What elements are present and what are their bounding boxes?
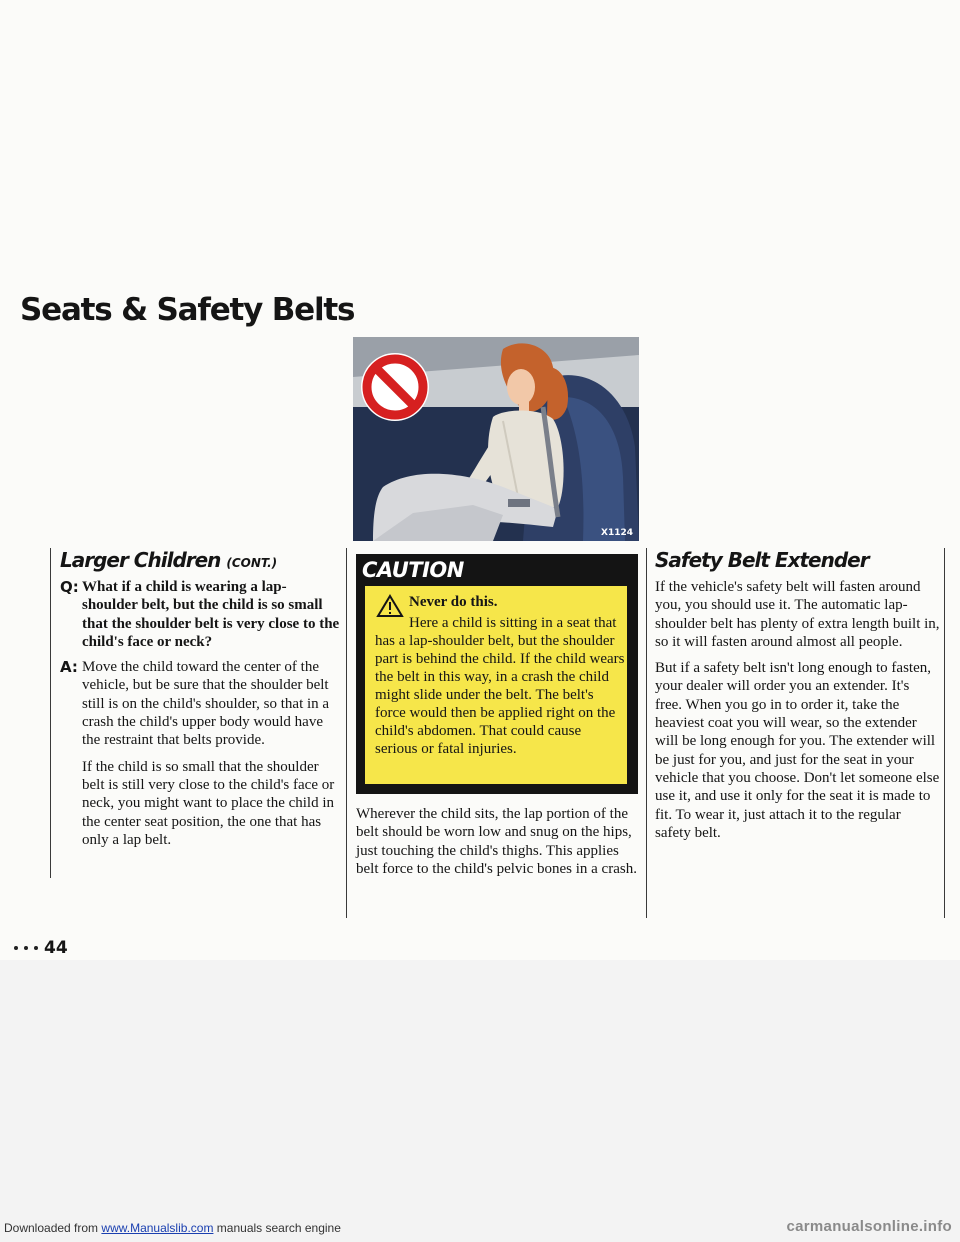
answer-continuation xyxy=(60,758,342,849)
column-rule-1 xyxy=(50,548,51,878)
manualslib-link[interactable]: www.Manualslib.com xyxy=(101,1221,214,1235)
heading-text: Larger Children xyxy=(60,548,221,572)
middle-column xyxy=(356,805,638,878)
watermark: carmanualsonline.info xyxy=(786,1218,952,1235)
extender-paragraph-2: But if a safety belt isn't long enough to fasten, your dealer will order you an extender. It's free. When you go in to order it, take the heaviest coat you will wear, so the extender will be long enough for you. The extender will be just for you, and just for the seat in your vehicle that you choose. Don't let someone else use it, and use it only for the seat it is made to fit. To wear it, just attach it to the regular safety belt. xyxy=(655,660,940,841)
page-title: Seats & Safety Belts xyxy=(20,292,355,328)
answer-label: A: xyxy=(60,658,78,677)
column-rule-2 xyxy=(346,548,347,918)
dot-2 xyxy=(24,946,28,950)
answer-block xyxy=(60,658,342,749)
page-number xyxy=(14,938,68,958)
question-block xyxy=(60,578,342,651)
caution-header: CAUTION xyxy=(362,558,464,582)
caution-box xyxy=(365,586,627,784)
caution-panel xyxy=(356,554,638,794)
right-column xyxy=(655,548,940,842)
dot-3 xyxy=(34,946,38,950)
figure-code: X1124 xyxy=(601,528,633,538)
heading-suffix: (CONT.) xyxy=(226,556,278,570)
answer-text-2: If the child is so small that the shoulder belt is still very close to the child's face or neck, you might want to place the child in the center seat position, the one that has only a lap belt. xyxy=(82,758,335,848)
download-footer xyxy=(0,1218,960,1238)
question-label: Q: xyxy=(60,578,79,596)
download-prefix: Downloaded from xyxy=(4,1221,99,1235)
left-column xyxy=(60,548,342,849)
download-notice xyxy=(4,1221,341,1235)
page-number-text: 44 xyxy=(44,938,68,958)
section-heading-belt-extender: Safety Belt Extender xyxy=(655,548,869,572)
answer-text-1: Move the child toward the center of the vehicle, but be sure that the shoulder belt still is on the child's shoulder, so that in a crash the child's upper body would have the restraint that belts provide. xyxy=(82,659,330,749)
question-text: What if a child is wearing a lap-shoulder belt, but the child is so small that the shoulder belt is very close to the child's face or neck? xyxy=(82,579,340,650)
extender-paragraph-1: If the vehicle's safety belt will fasten around you, you should use it. The automatic lap-shoulder belt has plenty of extra length built in, so it will fasten around almost all people. xyxy=(655,579,940,650)
caution-lead: Never do this. xyxy=(409,594,498,610)
dot-1 xyxy=(14,946,18,950)
column-rule-4 xyxy=(944,548,945,918)
download-suffix: manuals search engine xyxy=(216,1221,341,1235)
lap-portion-paragraph: Wherever the child sits, the lap portion of the belt should be worn low and snug on the hips, just touching the child's thighs. This applies belt force to the child's pelvic bones in a crash. xyxy=(356,806,637,877)
caution-text: Here a child is sitting in a seat that has a lap-shoulder belt, but the shoulder part is behind the child. If the child wears the belt in this way, in a crash the child might slide under the belt. The belt's force would then be applied right on the child's abdomen. That could cause serious or fatal injuries. xyxy=(375,615,625,757)
section-heading-larger-children xyxy=(60,548,342,572)
child-seat-illustration xyxy=(353,337,639,541)
column-rule-3 xyxy=(646,548,647,918)
